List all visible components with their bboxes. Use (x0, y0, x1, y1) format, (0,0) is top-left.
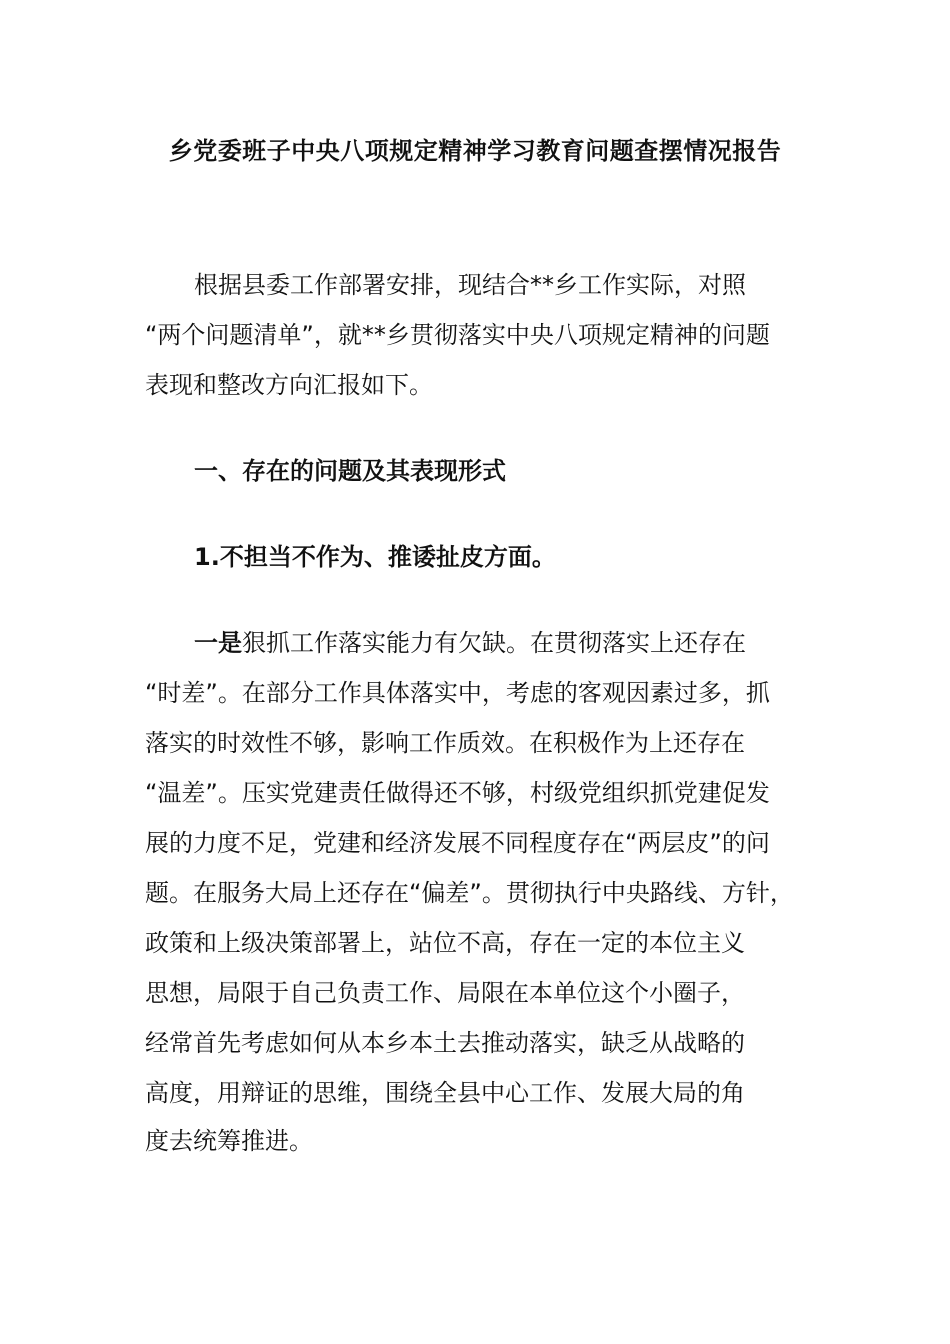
point-line-9: 经常首先考虑如何从本乡本土去推动落实，缺乏从战略的 (145, 1029, 745, 1057)
point-line-2: “时差”。在部分工作具体落实中，考虑的客观因素过多，抓 (145, 679, 770, 707)
point-line-8: 思想，局限于自己负责工作、局限在本单位这个小圈子， (145, 979, 745, 1007)
point-line-5: 展的力度不足，党建和经济发展不同程度存在“两层皮”的问 (145, 829, 770, 857)
point-line-6: 题。在服务大局上还存在“偏差”。贯彻执行中央路线、方针， (145, 879, 794, 907)
point-line-7: 政策和上级决策部署上，站位不高，存在一定的本位主义 (145, 929, 745, 957)
point-line-4: “温差”。压实党建责任做得还不够，村级党组织抓党建促发 (145, 779, 770, 807)
intro-line-3: 表现和整改方向汇报如下。 (145, 371, 433, 399)
document-title: 乡党委班子中央八项规定精神学习教育问题查摆情况报告 (168, 137, 782, 165)
point-line-1-text: 狠抓工作落实能力有欠缺。在贯彻落实上还存在 (242, 629, 746, 657)
subsection-heading: 1.不担当不作为、推诿扯皮方面。 (194, 543, 556, 571)
intro-line-2: “两个问题清单”，就**乡贯彻落实中央八项规定精神的问题 (145, 321, 770, 349)
point-line-11: 度去统筹推进。 (145, 1127, 313, 1155)
point-line-10: 高度，用辩证的思维，围绕全县中心工作、发展大局的角 (145, 1079, 745, 1107)
section-heading: 一、存在的问题及其表现形式 (194, 457, 506, 485)
point-lead: 一是 (194, 629, 242, 657)
point-line-1 (194, 626, 746, 660)
intro-line-1: 根据县委工作部署安排，现结合**乡工作实际，对照 (194, 271, 746, 299)
point-line-3: 落实的时效性不够，影响工作质效。在积极作为上还存在 (145, 729, 745, 757)
